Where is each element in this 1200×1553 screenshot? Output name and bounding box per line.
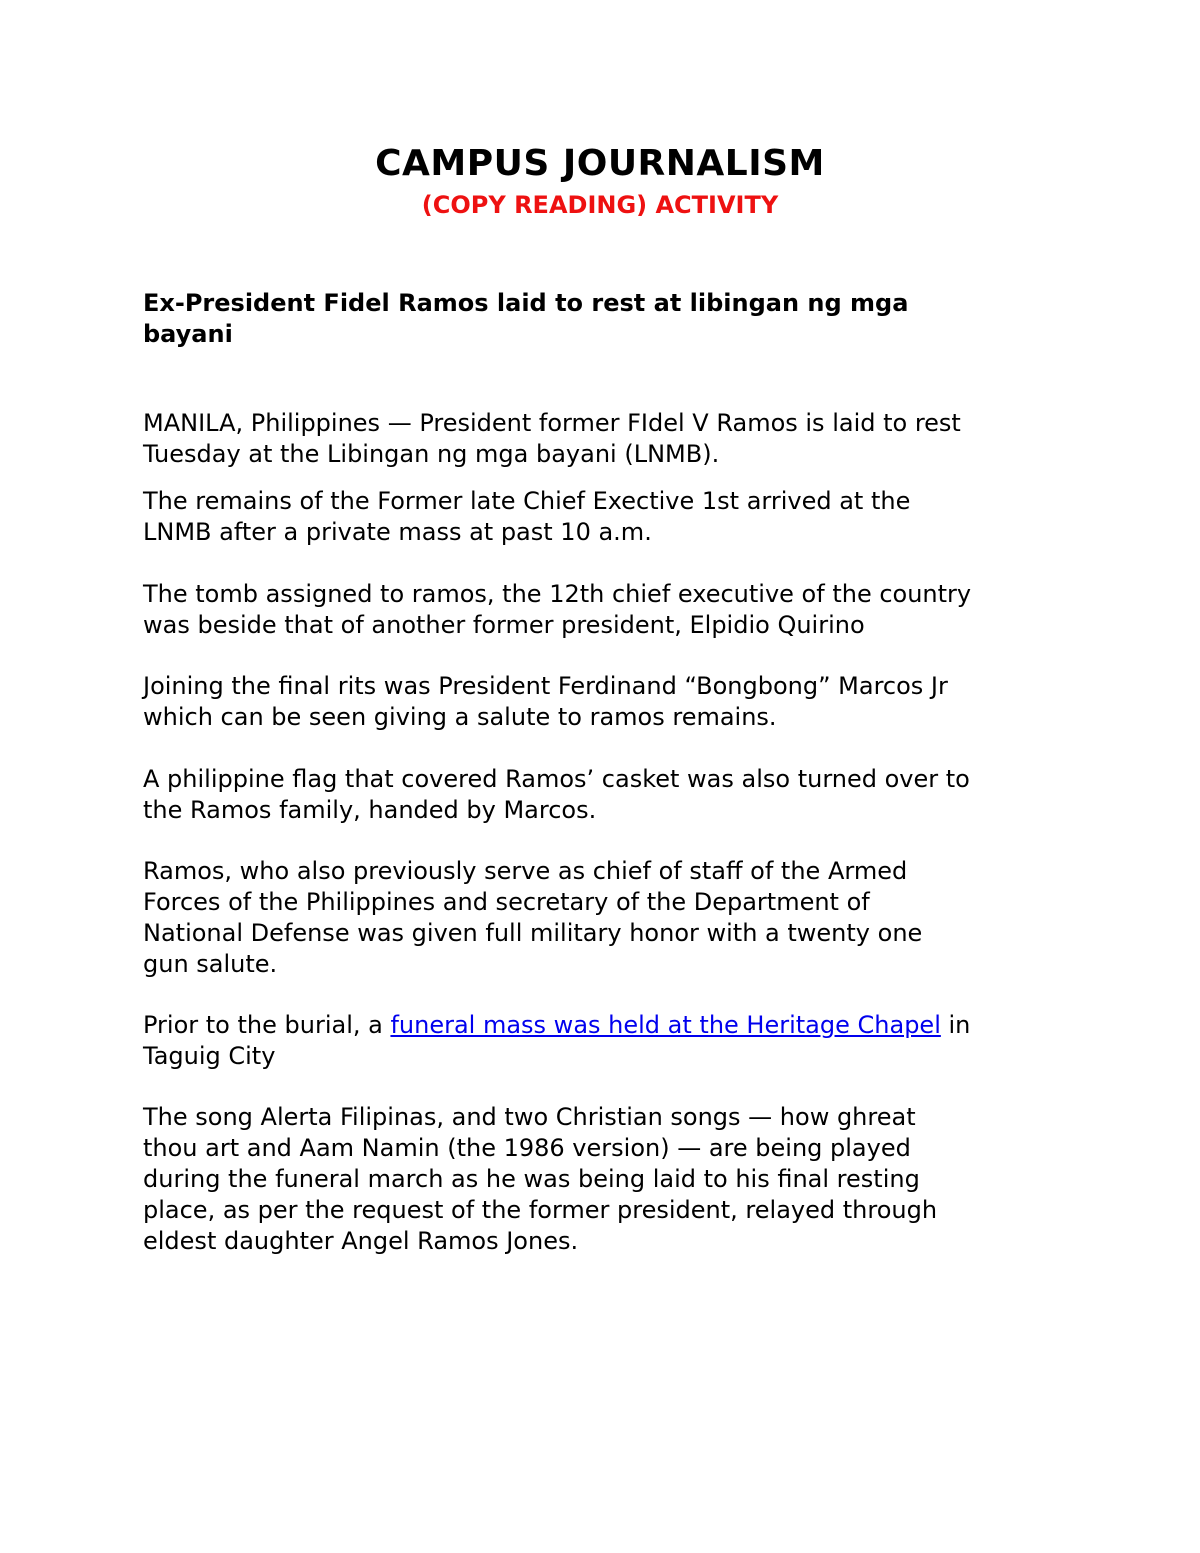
paragraph-funeral-mass-lead: Prior to the burial, a <box>143 1011 391 1039</box>
article-headline: Ex-President Fidel Ramos laid to rest at libingan ng mga bayani <box>143 289 909 348</box>
document-title: CAMPUS JOURNALISM <box>375 143 825 184</box>
paragraph-tomb: The tomb assigned to ramos, the 12th chief executive of the country was beside that of another former president, Elpidio Quirino <box>143 580 972 639</box>
paragraph-military-honor: Ramos, who also previously serve as chief of staff of the Armed Forces of the Philippines and secretary of the Department of National Defense was given full military honor with a twenty one gun salute. <box>143 857 923 978</box>
paragraph-dateline: MANILA, Philippines — President former FIdel V Ramos is laid to rest Tuesday at the Libingan ng mga bayani (LNMB). <box>143 409 961 468</box>
paragraph-flag: A philippine flag that covered Ramos’ casket was also turned over to the Ramos family, handed by Marcos. <box>143 765 970 824</box>
heritage-chapel-link[interactable]: funeral mass was held at the Heritage Chapel <box>390 1011 941 1039</box>
paragraph-final-rites: Joining the final rits was President Ferdinand “Bongbong” Marcos Jr which can be seen giving a salute to ramos remains. <box>143 672 948 731</box>
paragraph-remains: The remains of the Former late Chief Exective 1st arrived at the LNMB after a private mass at past 10 a.m. <box>143 487 911 546</box>
paragraph-songs: The song Alerta Filipinas, and two Christian songs — how ghreat thou art and Aam Namin (the 1986 version) — are being played during the funeral march as he was being laid to his final resting place, as per the request of the former president, relayed through eldest daughter Angel Ramos Jones. <box>143 1103 938 1255</box>
paragraph-funeral-mass-tail: in Taguig City <box>143 1011 971 1070</box>
paragraph-funeral-mass <box>143 1010 1073 1072</box>
document-subtitle: (COPY READING) ACTIVITY <box>421 191 779 219</box>
